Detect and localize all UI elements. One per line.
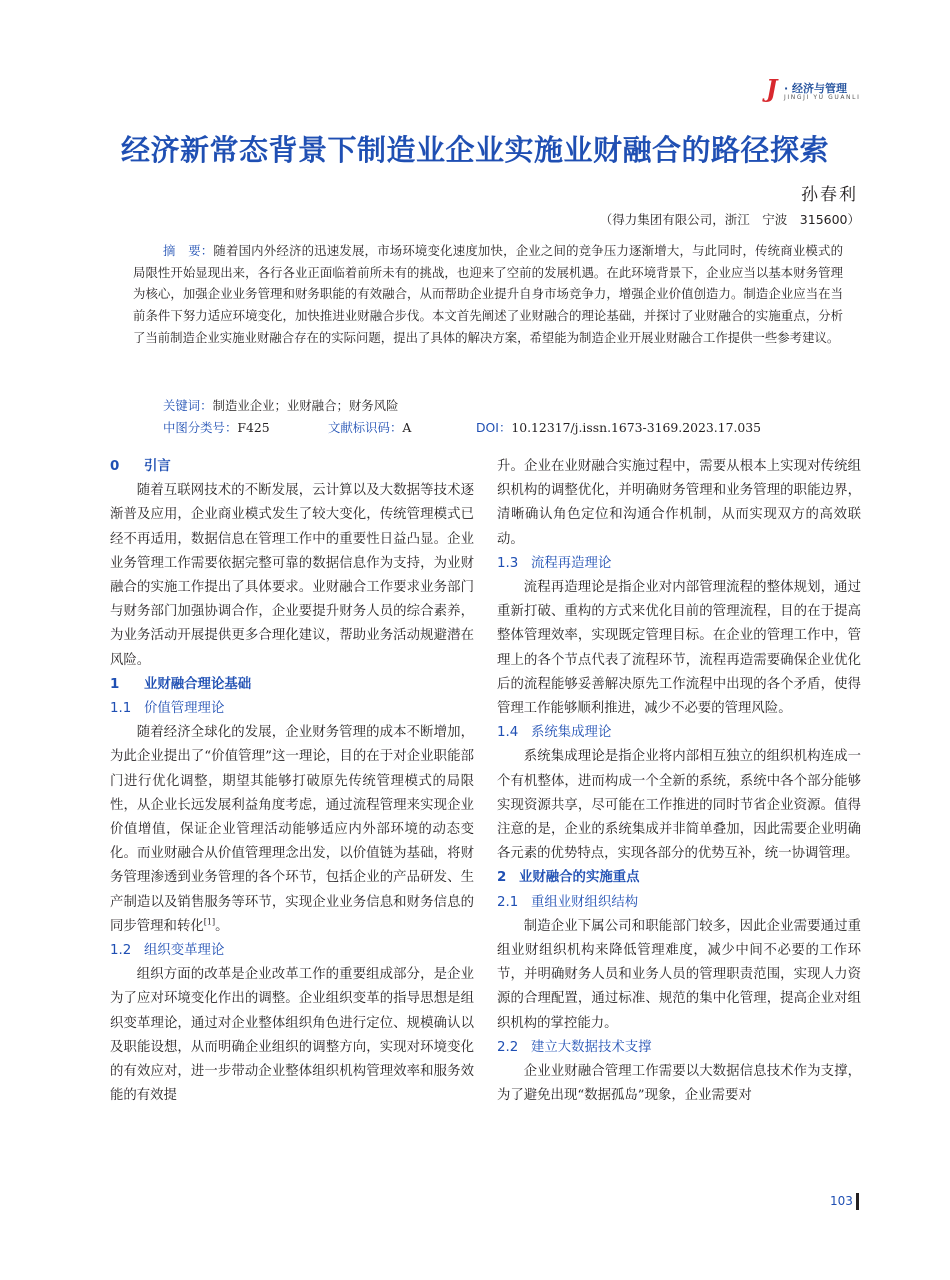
paragraph-big-data: 企业业财融合管理工作需要以大数据信息技术作为支撑，为了避免出现“数据孤岛”现象，企业需要对	[497, 1064, 861, 1104]
page-number: 103	[830, 1194, 853, 1208]
paragraph-process-reengineering: 流程再造理论是指企业对内部管理流程的整体规划，通过重新打破、重构的方式来优化目前的管理流程，目的在于提高整体管理效率，实现既定管理目标。在企业的管理工作中，管理上的各个节点代表了流程环节，流程再造需要确保企业优化后的流程能够妥善解决原先工作流程中出现的各个矛盾，使得管理工作能够顺利推进，减少不必要的管理风险。	[497, 580, 861, 717]
paragraph-org-restructure: 制造企业下属公司和职能部门较多，因此企业需要通过重组业财组织机构来降低管理难度，减少中间不必要的工作环节，并明确财务人员和业务人员的管理职责范围，实现人力资源的合理配置，通过标准、规范的集中化管理，提高企业对组织机构的掌控能力。	[497, 918, 861, 1031]
right-column	[497, 455, 861, 1108]
paragraph-org-change: 组织方面的改革是企业改革工作的重要组成部分，是企业为了应对环境变化作出的调整。企业组织变革的指导思想是组织变革理论，通过对企业整体组织角色进行定位、规模确认以及职能设想，从而明确企业组织的调整方向，实现对环境变化的有效应对，进一步带动企业整体组织机构管理效率和服务效能的有效提	[110, 967, 474, 1104]
subsection-heading-1-3: 1.3 流程再造理论	[497, 555, 612, 571]
section-heading-2: 2 业财融合的实施重点	[497, 870, 640, 886]
abstract	[133, 240, 843, 349]
journal-name-pinyin: JINGJI YU GUANLI	[784, 94, 861, 101]
author: 孙春利	[801, 185, 858, 205]
paragraph-continued: 升。企业在业财融合实施过程中，需要从根本上实现对传统组织机构的调整优化，并明确财务管理和业务管理的职能边界，清晰确认角色定位和沟通合作机制，从而实现双方的高效联动。	[497, 459, 861, 547]
abstract-label: 摘 要：	[163, 243, 214, 258]
journal-logo-mark: J	[766, 74, 778, 103]
section-heading-1: 1 业财融合理论基础	[110, 676, 252, 692]
clc-label: 中图分类号：	[163, 420, 238, 435]
journal-logo	[766, 74, 866, 104]
paper-title: 经济新常态背景下制造业企业实施业财融合的路径探索	[120, 133, 829, 167]
keywords-text: 制造业企业；业财融合；财务风险	[212, 398, 399, 413]
doc-code-label: 文献标识码：	[328, 420, 403, 435]
doc-code-value: A	[402, 420, 412, 435]
keywords	[163, 396, 398, 414]
classification-line	[163, 418, 853, 436]
page-number-bar	[856, 1193, 859, 1210]
doi-label: DOI：	[476, 420, 512, 435]
keywords-label: 关键词：	[163, 398, 213, 413]
left-column	[110, 455, 474, 1108]
subsection-heading-2-1: 2.1 重组业财组织结构	[497, 894, 639, 910]
citation-1[interactable]: [1]	[203, 917, 216, 927]
subsection-heading-1-4: 1.4 系统集成理论	[497, 725, 612, 741]
subsection-heading-2-2: 2.2 建立大数据技术支撑	[497, 1039, 652, 1055]
paragraph-value-management: 随着经济全球化的发展，企业财务管理的成本不断增加，为此企业提出了“价值管理”这一理论，目的在于对企业职能部门进行优化调整，期望其能够打破原先传统管理模式的局限性，从企业长远发展利益角度考虑，通过流程管理来实现企业价值增值，保证企业管理活动能够适应内外部环境的动态变化。而业财融合从价值管理理念出发，以价值链为基础，将财务管理渗透到业务管理的各个环节，包括企业的产品研发、生产制造以及销售服务等环节，实现企业业务信息和财务信息的同步管理和转化[1]。	[110, 725, 474, 934]
subsection-heading-1-2: 1.2 组织变革理论	[110, 943, 225, 959]
section-heading-0: 0 引言	[110, 459, 171, 474]
doi-value: 10.12317/j.issn.1673-3169.2023.17.035	[511, 420, 762, 435]
paragraph-intro: 随着互联网技术的不断发展，云计算以及大数据等技术逐渐普及应用，企业商业模式发生了较大变化，传统管理模式已经不再适用，数据信息在管理工作中的重要性日益凸显。企业业务管理工作需要依据完整可靠的数据信息作为支持，为业财融合的实施工作提出了具体要求。业财融合工作要求业务部门与财务部门加强协调合作，企业要提升财务人员的综合素养，为业务活动开展提供更多合理化建议，帮助业务活动规避潜在风险。	[110, 483, 474, 668]
abstract-text: 随着国内外经济的迅速发展，市场环境变化速度加快，企业之间的竞争压力逐渐增大，与此同时，传统商业模式的局限性开始显现出来，各行各业正面临着前所未有的挑战，也迎来了空前的发展机遇。在此环境背景下，企业应当以基本财务管理为核心，加强企业业务管理和财务职能的有效融合，从而帮助企业提升自身市场竞争力，增强企业价值创造力。制造企业应当在当前条件下努力适应环境变化，加快推进业财融合步伐。本文首先阐述了业财融合的理论基础，并探讨了业财融合的实施重点，分析了当前制造企业实施业财融合存在的实际问题，提出了具体的解决方案，希望能为制造企业开展业财融合工作提供一些参考建议。	[133, 243, 844, 345]
journal-name: · 经济与管理	[784, 82, 848, 95]
affiliation: （得力集团有限公司，浙江 宁波 315600）	[599, 212, 860, 227]
paragraph-system-integration: 系统集成理论是指企业将内部相互独立的组织机构连成一个有机整体，进而构成一个全新的系统，系统中各个部分能够实现资源共享，尽可能在工作推进的同时节省企业资源。值得注意的是，企业的系统集成并非简单叠加，因此需要企业明确各元素的优势特点，实现各部分的优势互补，统一协调管理。	[497, 749, 861, 862]
clc-value: F425	[237, 420, 270, 435]
subsection-heading-1-1: 1.1 价值管理理论	[110, 701, 225, 717]
